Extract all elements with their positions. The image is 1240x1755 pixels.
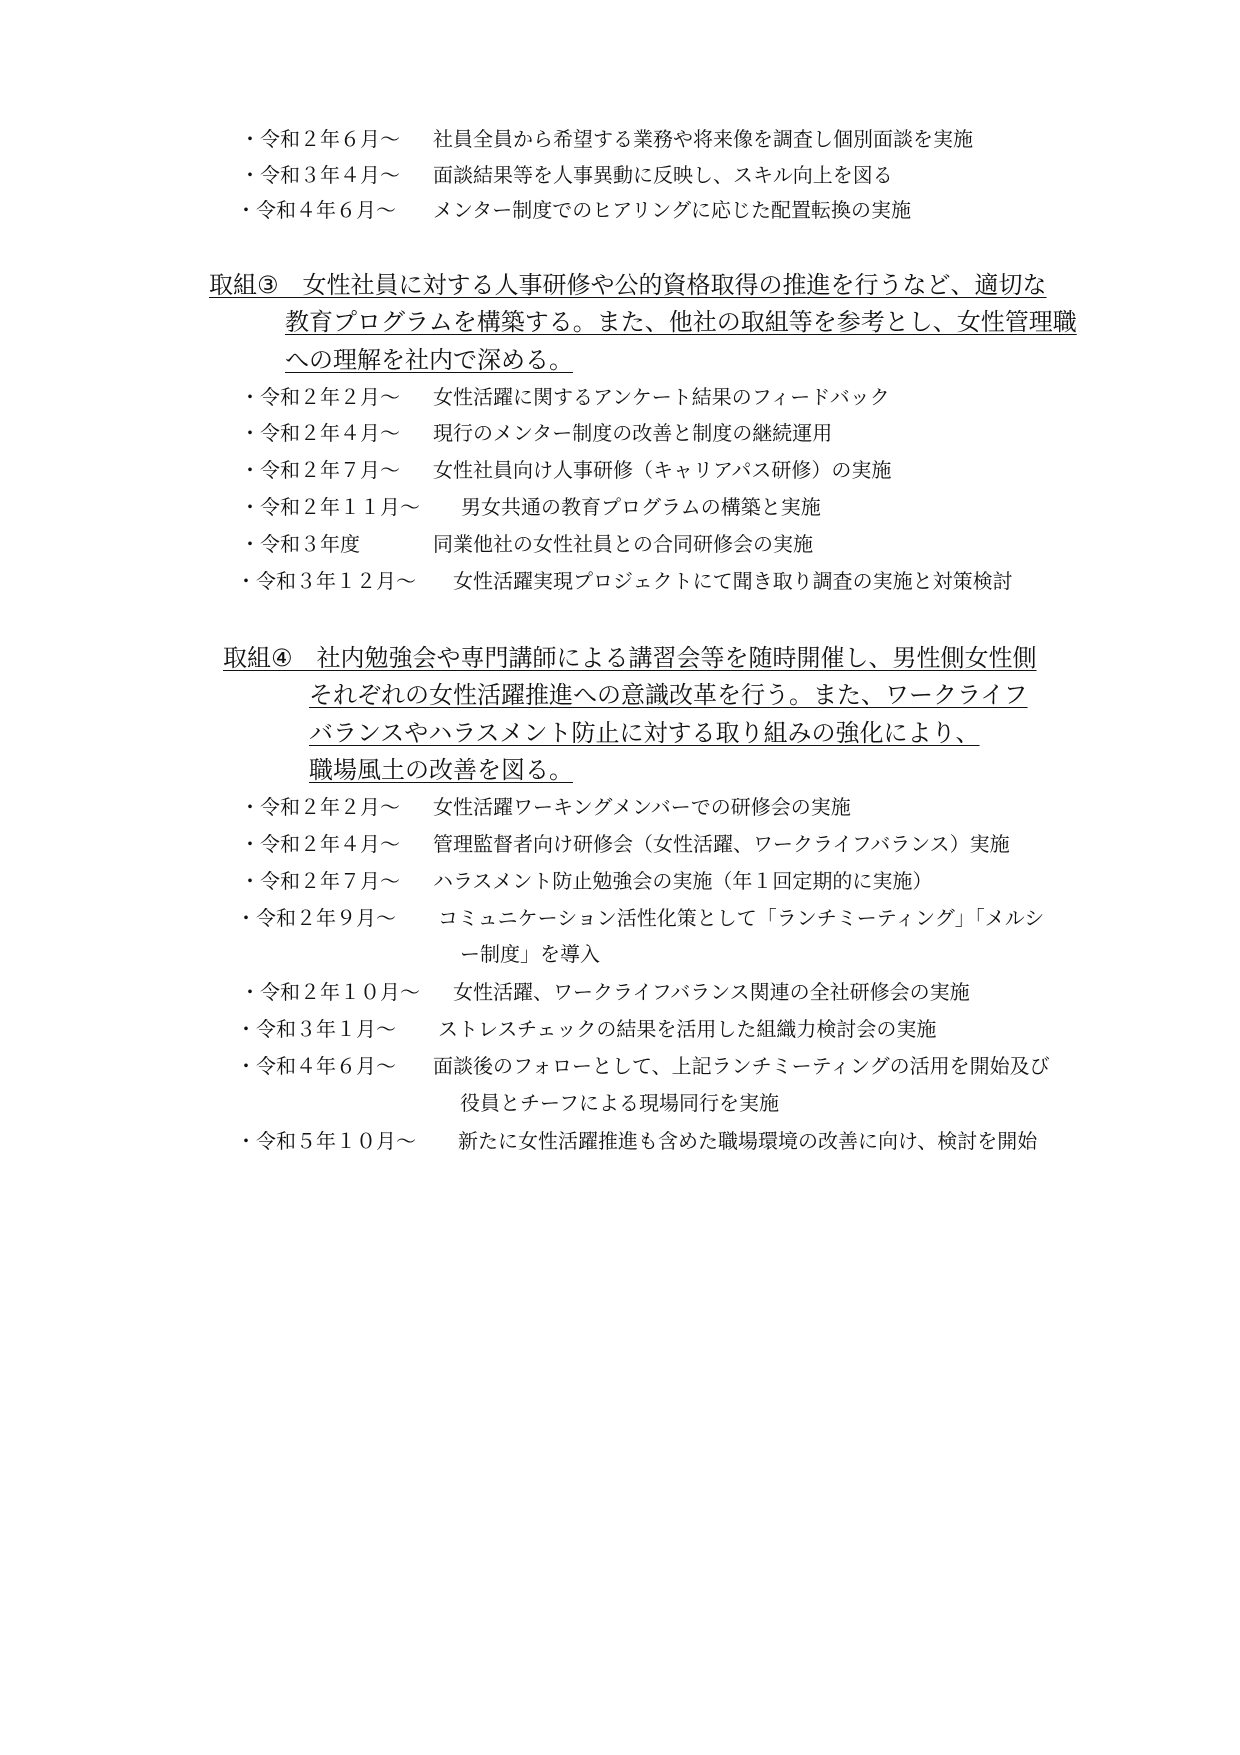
item-description: 女性活躍に関するアンケート結果のフィードバック [433, 385, 890, 409]
item-description: 女性活躍実現プロジェクトにて聞き取り調査の実施と対策検討 [453, 569, 1013, 593]
item-date: ・令和２年９月～ [236, 906, 396, 930]
section4-heading-line: 取組④ 社内勉強会や専門講師による講習会等を随時開催し、男性側女性側 [223, 644, 1037, 672]
item-date: ・令和２年２月～ [240, 795, 400, 819]
item-description: 新たに女性活躍推進も含めた職場環境の改善に向け、検討を開始 [458, 1129, 1038, 1153]
item-description: 管理監督者向け研修会（女性活躍、ワークライフバランス）実施 [433, 832, 1010, 856]
item-description: 現行のメンター制度の改善と制度の継続運用 [433, 421, 833, 445]
section4-heading-line: それぞれの女性活躍推進への意識改革を行う。また、ワークライフ [309, 681, 1028, 709]
item-date: ・令和３年１月～ [236, 1017, 396, 1041]
item-date: ・令和３年１２月～ [236, 569, 416, 593]
item-description-continuation: 役員とチーフによる現場同行を実施 [460, 1091, 779, 1115]
item-description: ハラスメント防止勉強会の実施（年１回定期的に実施） [433, 869, 933, 893]
item-description: 社員全員から希望する業務や将来像を調査し個別面談を実施 [433, 127, 973, 151]
section3-heading-line: への理解を社内で深める。 [285, 346, 573, 374]
section3-heading-line: 取組③ 女性社員に対する人事研修や公的資格取得の推進を行うなど、適切な [209, 271, 1047, 299]
item-date: ・令和２年７月～ [240, 869, 400, 893]
section4-heading-line: 職場風土の改善を図る。 [309, 756, 573, 784]
item-description-continuation: ー制度」を導入 [460, 942, 600, 966]
item-date: ・令和４年６月～ [236, 1054, 396, 1078]
item-date: ・令和３年度 [240, 532, 360, 556]
item-date: ・令和２年４月～ [240, 832, 400, 856]
item-date: ・令和２年１０月～ [240, 980, 420, 1004]
item-description: 面談後のフォローとして、上記ランチミーティングの活用を開始及び [433, 1054, 1050, 1078]
item-description: ストレスチェックの結果を活用した組織力検討会の実施 [438, 1017, 937, 1041]
item-date: ・令和２年４月～ [240, 421, 400, 445]
item-date: ・令和３年４月～ [240, 163, 400, 187]
item-description: 女性活躍ワーキングメンバーでの研修会の実施 [433, 795, 851, 819]
item-description: 同業他社の女性社員との合同研修会の実施 [433, 532, 813, 556]
item-date: ・令和２年７月～ [240, 458, 400, 482]
item-date: ・令和５年１０月～ [236, 1129, 416, 1153]
item-description: 面談結果等を人事異動に反映し、スキル向上を図る [433, 163, 893, 187]
item-description: メンター制度でのヒアリングに応じた配置転換の実施 [433, 198, 911, 222]
section3-heading-line: 教育プログラムを構築する。また、他社の取組等を参考とし、女性管理職 [285, 308, 1077, 336]
item-description: コミュニケーション活性化策として「ランチミーティング」「メルシ [438, 906, 1045, 930]
item-date: ・令和４年６月～ [236, 198, 396, 222]
item-date: ・令和２年６月～ [240, 127, 400, 151]
item-description: 男女共通の教育プログラムの構築と実施 [461, 495, 821, 519]
item-description: 女性社員向け人事研修（キャリアパス研修）の実施 [433, 458, 892, 482]
item-date: ・令和２年２月～ [240, 385, 400, 409]
item-date: ・令和２年１１月～ [240, 495, 420, 519]
item-description: 女性活躍、ワークライフバランス関連の全社研修会の実施 [453, 980, 970, 1004]
section4-heading-line: バランスやハラスメント防止に対する取り組みの強化により、 [309, 719, 980, 747]
